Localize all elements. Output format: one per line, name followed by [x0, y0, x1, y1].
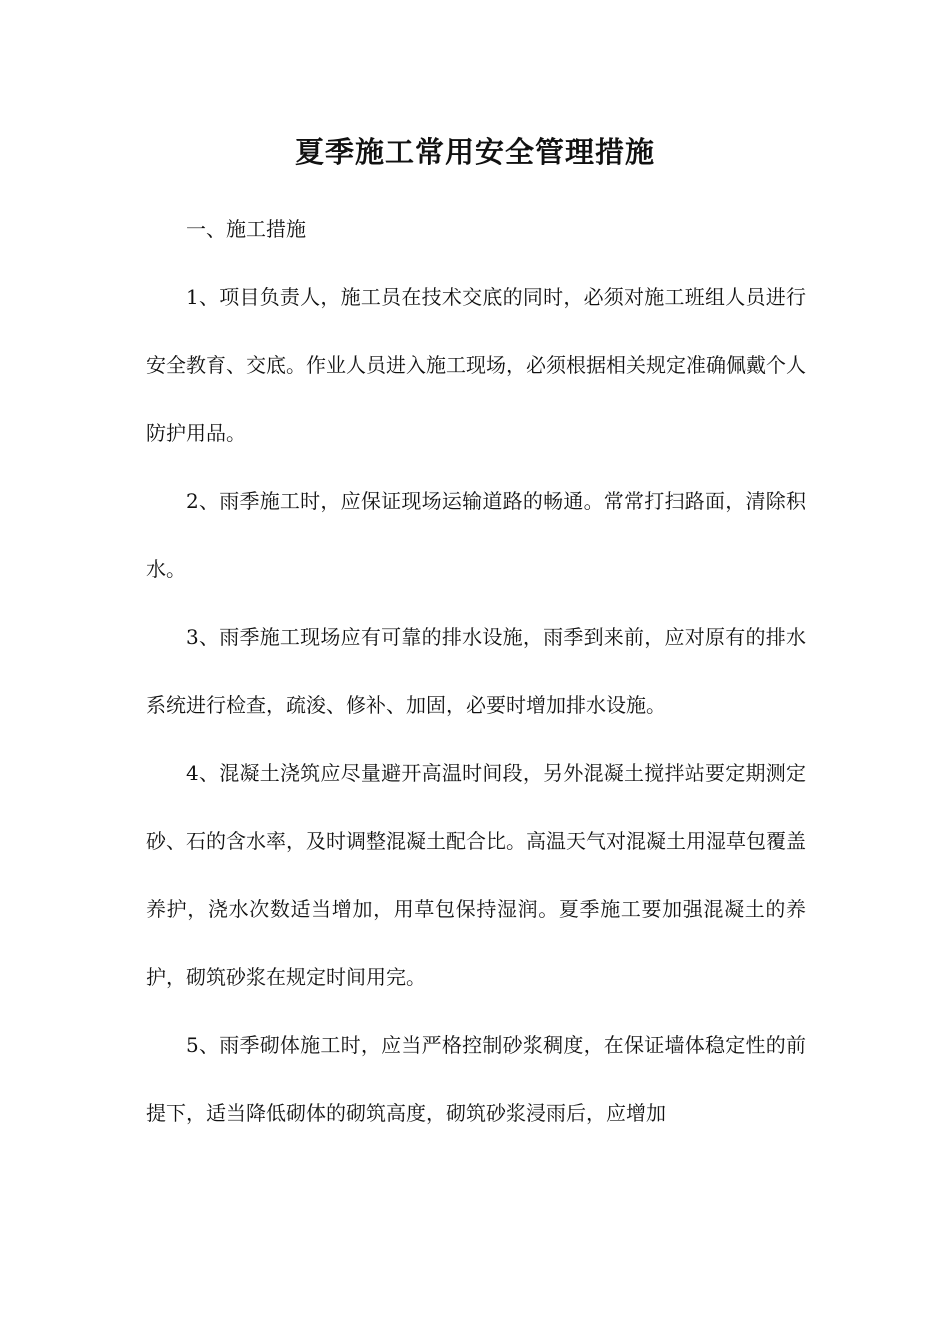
section-heading: 一、施工措施 — [186, 217, 306, 241]
paragraph-3: 3、雨季施工现场应有可靠的排水设施，雨季到来前，应对原有的排水系统进行检查，疏浚、修补、加固，必要时增加排水设施。 — [146, 625, 806, 717]
paragraph-1: 1、项目负责人，施工员在技术交底的同时，必须对施工班组人员进行安全教育、交底。作业人员进入施工现场，必须根据相关规定准确佩戴个人防护用品。 — [146, 285, 806, 445]
paragraph-2: 2、雨季施工时，应保证现场运输道路的畅通。常常打扫路面，清除积水。 — [146, 489, 806, 581]
document-body — [146, 195, 806, 1147]
document-title: 夏季施工常用安全管理措施 — [294, 135, 655, 169]
paragraph-4: 4、混凝土浇筑应尽量避开高温时间段，另外混凝土搅拌站要定期测定砂、石的含水率，及时调整混凝土配合比。高温天气对混凝土用湿草包覆盖养护，浇水次数适当增加，用草包保持湿润。夏季施工要加强混凝土的养护，砌筑砂浆在规定时间用完。 — [146, 761, 806, 989]
paragraph-5: 5、雨季砌体施工时，应当严格控制砂浆稠度，在保证墙体稳定性的前提下，适当降低砌体的砌筑高度，砌筑砂浆浸雨后，应增加 — [146, 1033, 806, 1125]
